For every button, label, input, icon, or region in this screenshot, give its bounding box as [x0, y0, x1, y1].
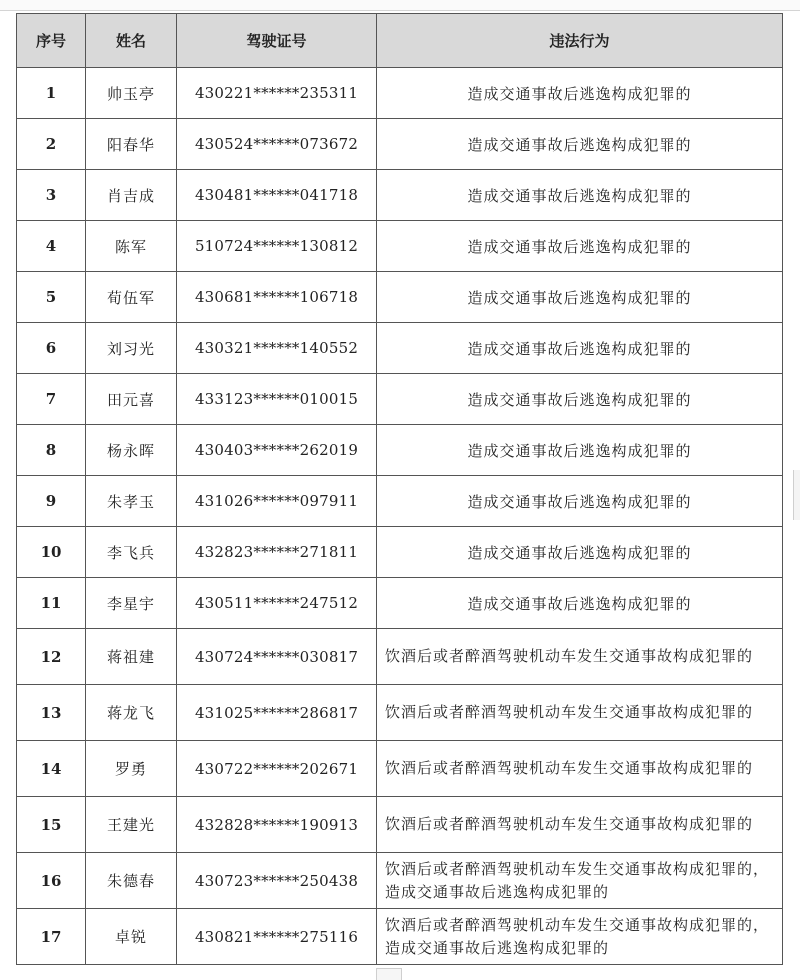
- license-cell: 430403******262019: [177, 425, 377, 476]
- behavior-cell: 造成交通事故后逃逸构成犯罪的: [377, 323, 783, 374]
- license-cell: 430524******073672: [177, 119, 377, 170]
- violations-table: [16, 13, 783, 965]
- behavior-cell: 造成交通事故后逃逸构成犯罪的: [377, 68, 783, 119]
- bottom-tab[interactable]: [376, 968, 402, 980]
- name-cell: 帅玉亭: [86, 68, 177, 119]
- table-row: [17, 741, 783, 797]
- behavior-cell: 造成交通事故后逃逸构成犯罪的: [377, 476, 783, 527]
- license-cell: 433123******010015: [177, 374, 377, 425]
- table-row: [17, 425, 783, 476]
- license-cell: 430724******030817: [177, 629, 377, 685]
- name-cell: 蒋龙飞: [86, 685, 177, 741]
- behavior-cell: 造成交通事故后逃逸构成犯罪的: [377, 527, 783, 578]
- seq-cell: 16: [17, 853, 86, 909]
- license-cell: 510724******130812: [177, 221, 377, 272]
- behavior-cell: 饮酒后或者醉酒驾驶机动车发生交通事故构成犯罪的: [377, 629, 783, 685]
- header-behavior: 违法行为: [377, 14, 783, 68]
- table-row: [17, 272, 783, 323]
- license-cell: 432823******271811: [177, 527, 377, 578]
- behavior-cell: 造成交通事故后逃逸构成犯罪的: [377, 578, 783, 629]
- table-row: [17, 797, 783, 853]
- name-cell: 阳春华: [86, 119, 177, 170]
- name-cell: 李星宇: [86, 578, 177, 629]
- behavior-cell: 饮酒后或者醉酒驾驶机动车发生交通事故构成犯罪的: [377, 685, 783, 741]
- name-cell: 李飞兵: [86, 527, 177, 578]
- name-cell: 王建光: [86, 797, 177, 853]
- scroll-marker[interactable]: [793, 470, 800, 520]
- name-cell: 罗勇: [86, 741, 177, 797]
- table-row: [17, 853, 783, 909]
- table-row: [17, 909, 783, 965]
- license-cell: 430481******041718: [177, 170, 377, 221]
- behavior-cell: 饮酒后或者醉酒驾驶机动车发生交通事故构成犯罪的，造成交通事故后逃逸构成犯罪的: [377, 909, 783, 965]
- behavior-cell: 饮酒后或者醉酒驾驶机动车发生交通事故构成犯罪的: [377, 741, 783, 797]
- seq-cell: 12: [17, 629, 86, 685]
- license-cell: 430681******106718: [177, 272, 377, 323]
- behavior-cell: 饮酒后或者醉酒驾驶机动车发生交通事故构成犯罪的，造成交通事故后逃逸构成犯罪的: [377, 853, 783, 909]
- name-cell: 朱孝玉: [86, 476, 177, 527]
- license-cell: 430722******202671: [177, 741, 377, 797]
- name-cell: 荀伍军: [86, 272, 177, 323]
- license-cell: 431026******097911: [177, 476, 377, 527]
- header-seq: 序号: [17, 14, 86, 68]
- behavior-cell: 造成交通事故后逃逸构成犯罪的: [377, 119, 783, 170]
- license-cell: 430321******140552: [177, 323, 377, 374]
- seq-cell: 11: [17, 578, 86, 629]
- seq-cell: 9: [17, 476, 86, 527]
- seq-cell: 10: [17, 527, 86, 578]
- behavior-cell: 造成交通事故后逃逸构成犯罪的: [377, 425, 783, 476]
- license-cell: 430221******235311: [177, 68, 377, 119]
- license-cell: 432828******190913: [177, 797, 377, 853]
- name-cell: 杨永晖: [86, 425, 177, 476]
- seq-cell: 1: [17, 68, 86, 119]
- table-header-row: [17, 14, 783, 68]
- license-cell: 430723******250438: [177, 853, 377, 909]
- header-name: 姓名: [86, 14, 177, 68]
- license-cell: 430821******275116: [177, 909, 377, 965]
- name-cell: 卓锐: [86, 909, 177, 965]
- top-ruler: [0, 0, 800, 11]
- seq-cell: 13: [17, 685, 86, 741]
- seq-cell: 6: [17, 323, 86, 374]
- table-row: [17, 221, 783, 272]
- seq-cell: 8: [17, 425, 86, 476]
- behavior-cell: 造成交通事故后逃逸构成犯罪的: [377, 272, 783, 323]
- name-cell: 田元喜: [86, 374, 177, 425]
- table-row: [17, 374, 783, 425]
- seq-cell: 17: [17, 909, 86, 965]
- seq-cell: 14: [17, 741, 86, 797]
- header-license: 驾驶证号: [177, 14, 377, 68]
- seq-cell: 15: [17, 797, 86, 853]
- name-cell: 陈军: [86, 221, 177, 272]
- seq-cell: 2: [17, 119, 86, 170]
- seq-cell: 4: [17, 221, 86, 272]
- table-row: [17, 685, 783, 741]
- seq-cell: 7: [17, 374, 86, 425]
- seq-cell: 5: [17, 272, 86, 323]
- table-row: [17, 476, 783, 527]
- name-cell: 蒋祖建: [86, 629, 177, 685]
- table-row: [17, 323, 783, 374]
- behavior-cell: 造成交通事故后逃逸构成犯罪的: [377, 221, 783, 272]
- behavior-cell: 造成交通事故后逃逸构成犯罪的: [377, 374, 783, 425]
- behavior-cell: 饮酒后或者醉酒驾驶机动车发生交通事故构成犯罪的: [377, 797, 783, 853]
- name-cell: 肖吉成: [86, 170, 177, 221]
- name-cell: 刘习光: [86, 323, 177, 374]
- name-cell: 朱德春: [86, 853, 177, 909]
- behavior-cell: 造成交通事故后逃逸构成犯罪的: [377, 170, 783, 221]
- license-cell: 430511******247512: [177, 578, 377, 629]
- table-row: [17, 578, 783, 629]
- table-row: [17, 527, 783, 578]
- table-row: [17, 629, 783, 685]
- table-row: [17, 170, 783, 221]
- table-row: [17, 68, 783, 119]
- table-row: [17, 119, 783, 170]
- seq-cell: 3: [17, 170, 86, 221]
- license-cell: 431025******286817: [177, 685, 377, 741]
